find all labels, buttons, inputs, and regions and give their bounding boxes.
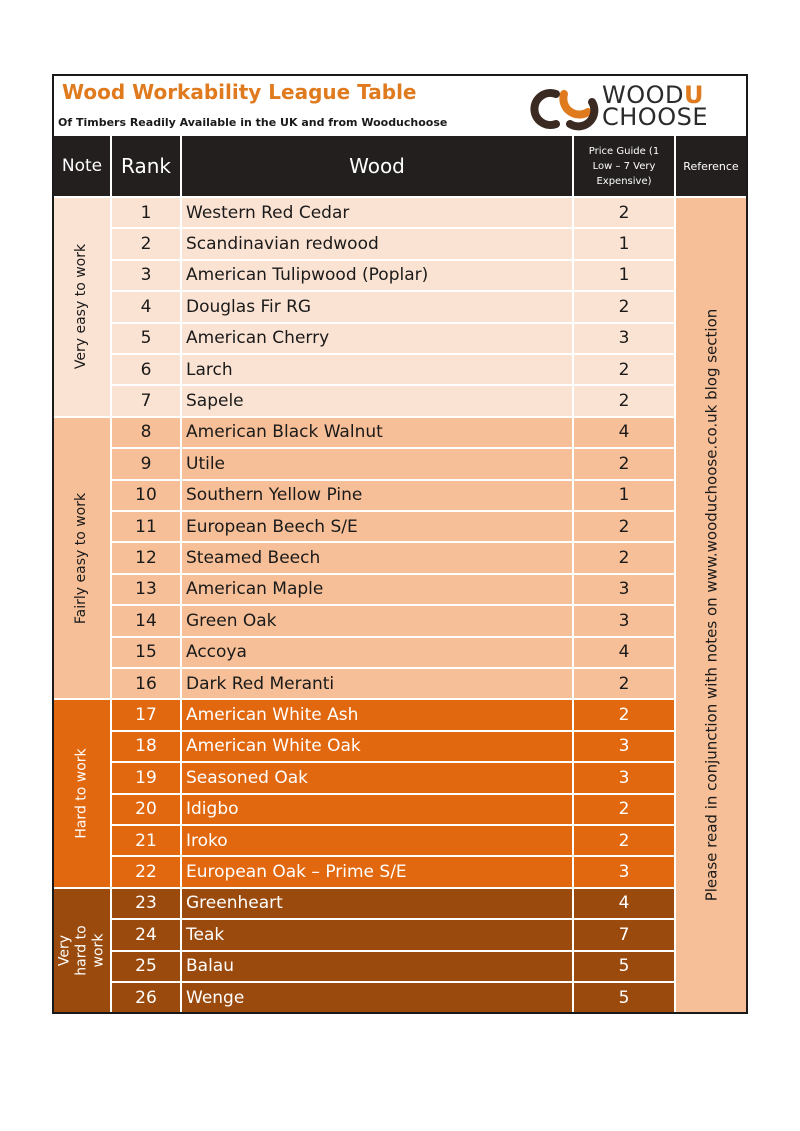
logo-wordmark xyxy=(602,81,708,131)
wood-cell: Steamed Beech xyxy=(182,543,574,572)
table-row xyxy=(112,541,576,572)
note-group-cell xyxy=(54,698,112,886)
table-row xyxy=(112,353,576,384)
note-group-label: Fairly easy to work xyxy=(73,492,90,624)
price-cell: 3 xyxy=(574,855,676,886)
wood-cell: American Tulipwood (Poplar) xyxy=(182,261,574,290)
note-group-label: Hard to work xyxy=(73,748,90,839)
table-row xyxy=(112,950,576,981)
table-row xyxy=(112,824,576,855)
rank-cell: 6 xyxy=(112,355,182,384)
price-cell: 2 xyxy=(574,824,676,855)
wood-cell: Greenheart xyxy=(182,889,574,918)
logo-word-wood: WOOD xyxy=(602,81,684,109)
price-cell: 1 xyxy=(574,227,676,258)
rank-cell: 23 xyxy=(112,889,182,918)
reference-note: Please read in conjunction with notes on www.wooduchoose.co.uk blog section xyxy=(702,308,720,902)
rank-cell: 17 xyxy=(112,700,182,729)
wood-cell: American Maple xyxy=(182,575,574,604)
table-row xyxy=(112,227,576,258)
rank-cell: 21 xyxy=(112,826,182,855)
rank-cell: 9 xyxy=(112,449,182,478)
rank-cell: 22 xyxy=(112,857,182,886)
wood-cell: Green Oak xyxy=(182,606,574,635)
wood-cell: American White Oak xyxy=(182,732,574,761)
rank-cell: 5 xyxy=(112,324,182,353)
rank-cell: 1 xyxy=(112,198,182,227)
price-cell: 4 xyxy=(574,416,676,447)
wood-cell: Seasoned Oak xyxy=(182,763,574,792)
wood-cell: Southern Yellow Pine xyxy=(182,481,574,510)
wood-cell: European Oak – Prime S/E xyxy=(182,857,574,886)
league-table xyxy=(52,74,748,1014)
wood-cell: European Beech S/E xyxy=(182,512,574,541)
price-cell: 2 xyxy=(574,667,676,698)
note-group-cell xyxy=(54,416,112,699)
rank-cell: 16 xyxy=(112,669,182,698)
logo-word-choose: CHOOSE xyxy=(602,103,708,131)
note-group-label: Very hard to work xyxy=(56,925,107,976)
wood-cell: American Black Walnut xyxy=(182,418,574,447)
rank-cell: 14 xyxy=(112,606,182,635)
table-row xyxy=(112,981,576,1012)
column-header-rank: Rank xyxy=(112,136,182,196)
rank-cell: 19 xyxy=(112,763,182,792)
table-row xyxy=(112,604,576,635)
table-row xyxy=(112,667,576,698)
price-cell: 3 xyxy=(574,730,676,761)
rank-cell: 4 xyxy=(112,292,182,321)
column-header-reference: Reference xyxy=(676,136,746,196)
rank-cell: 8 xyxy=(112,418,182,447)
price-cell: 2 xyxy=(574,196,676,227)
price-cell: 4 xyxy=(574,887,676,918)
table-row xyxy=(112,918,576,949)
rank-cell: 13 xyxy=(112,575,182,604)
price-cell: 2 xyxy=(574,698,676,729)
table-row xyxy=(112,290,576,321)
rank-cell: 12 xyxy=(112,543,182,572)
price-cell: 7 xyxy=(574,918,676,949)
rank-cell: 24 xyxy=(112,920,182,949)
rank-cell: 10 xyxy=(112,481,182,510)
wood-cell: Iroko xyxy=(182,826,574,855)
wood-cell: Sapele xyxy=(182,386,574,415)
table-row xyxy=(112,793,576,824)
table-row xyxy=(112,259,576,290)
price-cell: 3 xyxy=(574,573,676,604)
wood-cell: Scandinavian redwood xyxy=(182,229,574,258)
column-header-price-guide: Price Guide (1 Low – 7 Very Expensive) xyxy=(574,136,676,196)
page-subtitle: Of Timbers Readily Available in the UK and from Wooduchoose xyxy=(58,116,448,129)
price-cell: 3 xyxy=(574,322,676,353)
logo-rings-icon xyxy=(526,82,600,132)
note-group-cell xyxy=(54,196,112,416)
rank-cell: 25 xyxy=(112,952,182,981)
table-row xyxy=(112,447,576,478)
wood-cell: Idigbo xyxy=(182,795,574,824)
wood-cell: American White Ash xyxy=(182,700,574,729)
table-row xyxy=(112,479,576,510)
wood-cell: Dark Red Meranti xyxy=(182,669,574,698)
price-cell: 2 xyxy=(574,541,676,572)
wood-cell: American Cherry xyxy=(182,324,574,353)
wood-cell: Teak xyxy=(182,920,574,949)
price-cell: 2 xyxy=(574,510,676,541)
wood-cell: Douglas Fir RG xyxy=(182,292,574,321)
wood-cell: Accoya xyxy=(182,638,574,667)
rank-cell: 18 xyxy=(112,732,182,761)
table-row xyxy=(112,698,576,729)
price-cell: 5 xyxy=(574,950,676,981)
rank-cell: 7 xyxy=(112,386,182,415)
column-header-wood: Wood xyxy=(182,136,574,196)
wooduchoose-logo xyxy=(526,82,726,132)
rank-cell: 3 xyxy=(112,261,182,290)
table-row xyxy=(112,196,576,227)
rank-cell: 20 xyxy=(112,795,182,824)
wood-cell: Larch xyxy=(182,355,574,384)
reference-cell xyxy=(676,196,746,1012)
price-cell: 2 xyxy=(574,290,676,321)
column-header-note: Note xyxy=(54,136,112,196)
table-row xyxy=(112,510,576,541)
rank-cell: 26 xyxy=(112,983,182,1012)
price-cell: 1 xyxy=(574,479,676,510)
table-row xyxy=(112,761,576,792)
wood-cell: Utile xyxy=(182,449,574,478)
price-cell: 3 xyxy=(574,604,676,635)
table-row xyxy=(112,636,576,667)
price-cell: 2 xyxy=(574,447,676,478)
rank-cell: 2 xyxy=(112,229,182,258)
page-title: Wood Workability League Table xyxy=(62,80,417,104)
wood-cell: Wenge xyxy=(182,983,574,1012)
table-row xyxy=(112,887,576,918)
rank-cell: 15 xyxy=(112,638,182,667)
price-cell: 2 xyxy=(574,793,676,824)
wood-cell: Balau xyxy=(182,952,574,981)
rank-cell: 11 xyxy=(112,512,182,541)
price-cell: 1 xyxy=(574,259,676,290)
table-row xyxy=(112,416,576,447)
price-cell: 5 xyxy=(574,981,676,1012)
table-row xyxy=(112,573,576,604)
note-group-label: Very easy to work xyxy=(73,244,90,370)
price-cell: 4 xyxy=(574,636,676,667)
note-group-cell xyxy=(54,887,112,1013)
table-row xyxy=(112,730,576,761)
price-cell: 3 xyxy=(574,761,676,792)
table-row xyxy=(112,322,576,353)
price-cell: 2 xyxy=(574,353,676,384)
wood-cell: Western Red Cedar xyxy=(182,198,574,227)
table-row xyxy=(112,384,576,415)
price-cell: 2 xyxy=(574,384,676,415)
logo-letter-u: U xyxy=(684,81,704,109)
table-row xyxy=(112,855,576,886)
